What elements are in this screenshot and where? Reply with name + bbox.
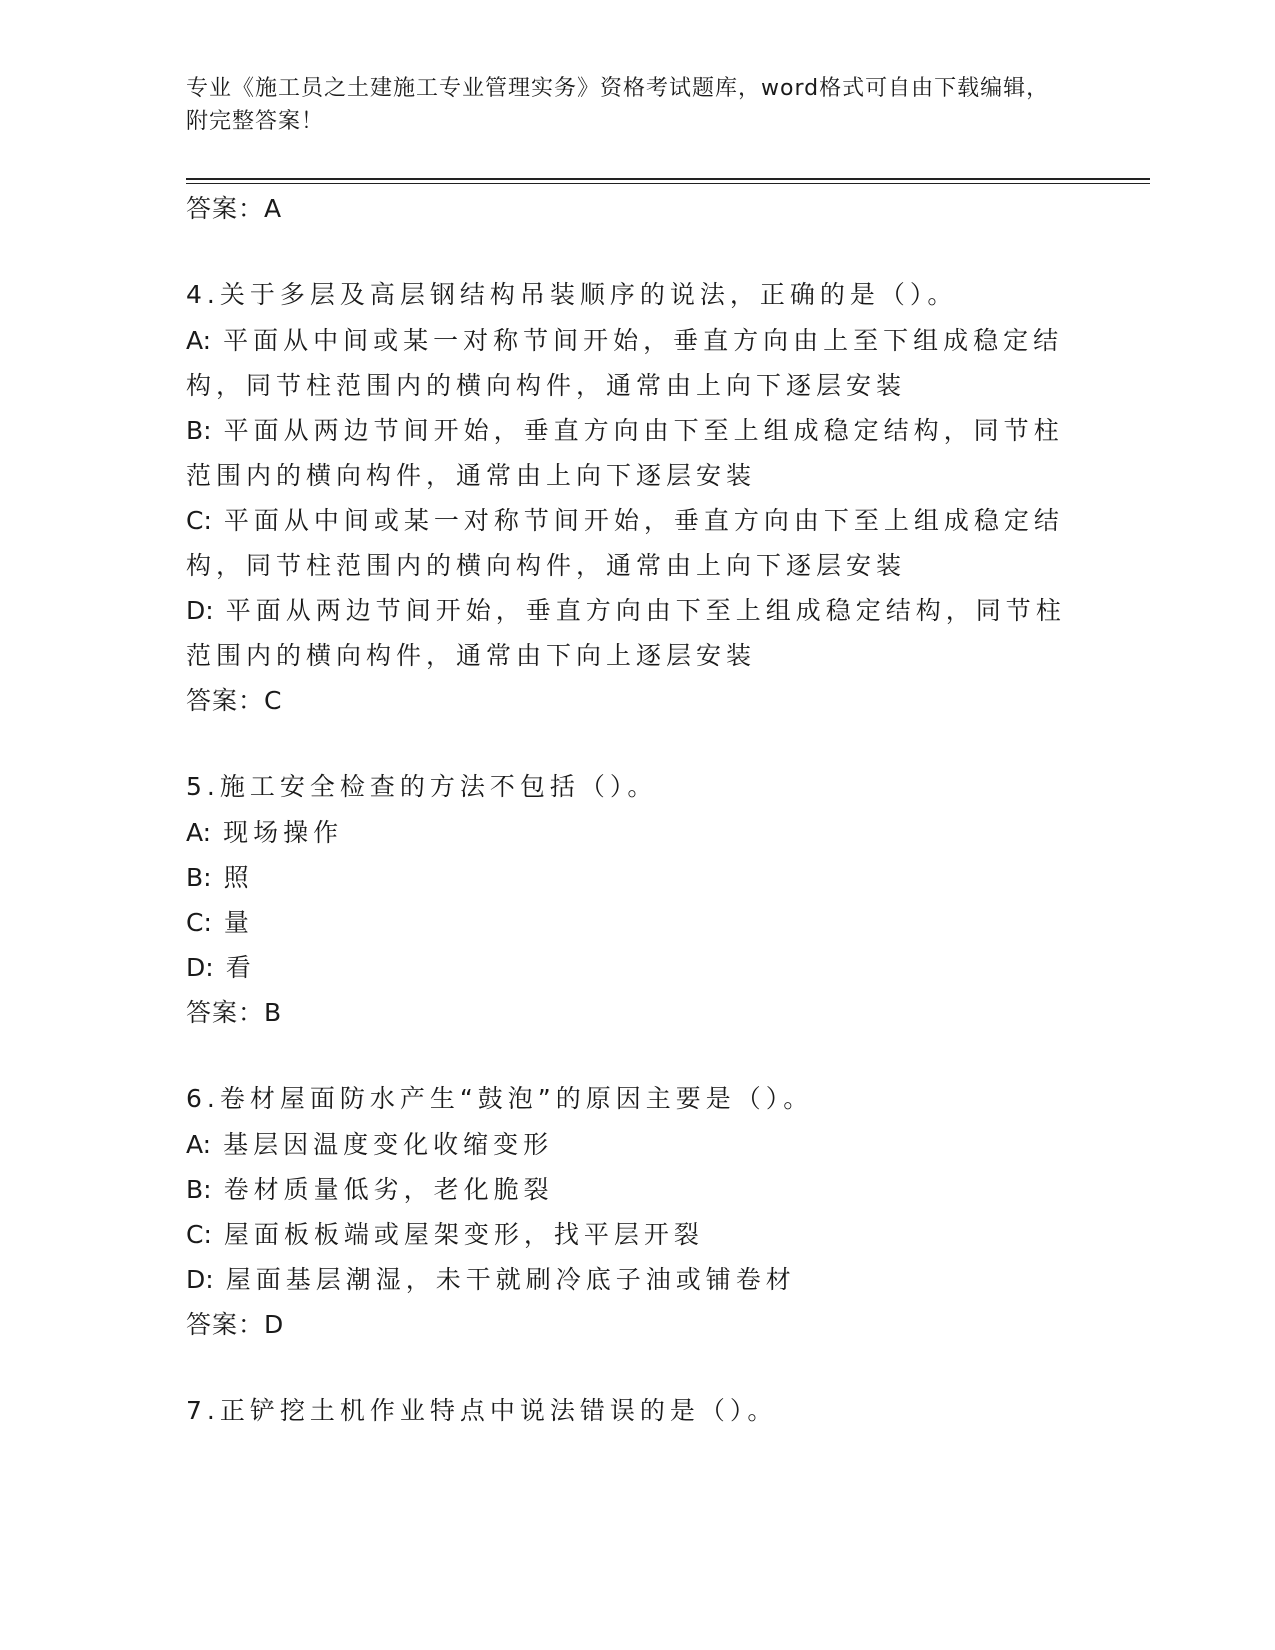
option-d [186, 1257, 1086, 1302]
option-b [186, 855, 1086, 900]
question-stem: 4.关于多层及高层钢结构吊装顺序的说法，正确的是（）。 [186, 280, 958, 309]
header-rule-thin [186, 183, 1150, 184]
answer-line: 答案：A [186, 194, 283, 223]
question-stem: 6.卷材屋面防水产生“鼓泡”的原因主要是（）。 [186, 1084, 814, 1113]
question-7 [186, 1388, 1086, 1434]
option-text: 基层因温度变化收缩变形 [223, 1130, 554, 1159]
question-stem: 7.正铲挖土机作业特点中说法错误的是（）。 [186, 1396, 778, 1425]
option-d [186, 945, 1086, 990]
option-letter: A: [186, 326, 212, 355]
option-a [186, 318, 1086, 408]
option-letter: B: [186, 416, 212, 445]
option-letter: A: [186, 818, 212, 847]
option-letter: D: [186, 596, 214, 625]
option-text: 平面从中间或某一对称节间开始，垂直方向由上至下组成稳定结构，同节柱范围内的横向构件，通常由上向下逐层安装 [186, 326, 1064, 400]
question-stem: 5.施工安全检查的方法不包括（）。 [186, 772, 658, 801]
option-letter: D: [186, 1265, 214, 1294]
option-a [186, 1122, 1086, 1167]
option-text: 看 [225, 953, 256, 982]
option-a [186, 810, 1086, 855]
option-text: 屋面板板端或屋架变形，找平层开裂 [223, 1220, 704, 1249]
option-text: 平面从两边节间开始，垂直方向由下至上组成稳定结构，同节柱范围内的横向构件，通常由下向上逐层安装 [186, 596, 1066, 670]
option-letter: A: [186, 1130, 212, 1159]
option-letter: C: [186, 506, 212, 535]
question-6 [186, 1076, 1086, 1348]
option-b [186, 1167, 1086, 1212]
option-letter: B: [186, 1175, 212, 1204]
page-header: 专业《施工员之土建施工专业管理实务》资格考试题库，word格式可自由下载编辑，附完整答案！ [186, 76, 1050, 134]
option-text: 平面从两边节间开始，垂直方向由下至上组成稳定结构，同节柱范围内的横向构件，通常由上向下逐层安装 [186, 416, 1064, 490]
header-rule-thick [186, 178, 1150, 180]
answer-line: 答案：C [186, 686, 283, 715]
answer-line: 答案：D [186, 1310, 285, 1339]
option-letter: C: [186, 1220, 212, 1249]
option-d [186, 588, 1086, 678]
option-text: 量 [223, 908, 254, 937]
option-text: 照 [223, 863, 254, 892]
option-text: 卷材质量低劣，老化脆裂 [223, 1175, 554, 1204]
option-c [186, 498, 1086, 588]
option-letter: C: [186, 908, 212, 937]
answer-line: 答案：B [186, 998, 283, 1027]
document-body [186, 186, 1086, 1434]
option-letter: B: [186, 863, 212, 892]
question-4 [186, 272, 1086, 724]
question-5 [186, 764, 1086, 1036]
option-text: 现场操作 [223, 818, 344, 847]
option-c [186, 1212, 1086, 1257]
option-c [186, 900, 1086, 945]
option-text: 屋面基层潮湿，未干就刷冷底子油或铺卷材 [225, 1265, 796, 1294]
option-letter: D: [186, 953, 214, 982]
option-text: 平面从中间或某一对称节间开始，垂直方向由下至上组成稳定结构，同节柱范围内的横向构件，通常由上向下逐层安装 [186, 506, 1064, 580]
option-b [186, 408, 1086, 498]
